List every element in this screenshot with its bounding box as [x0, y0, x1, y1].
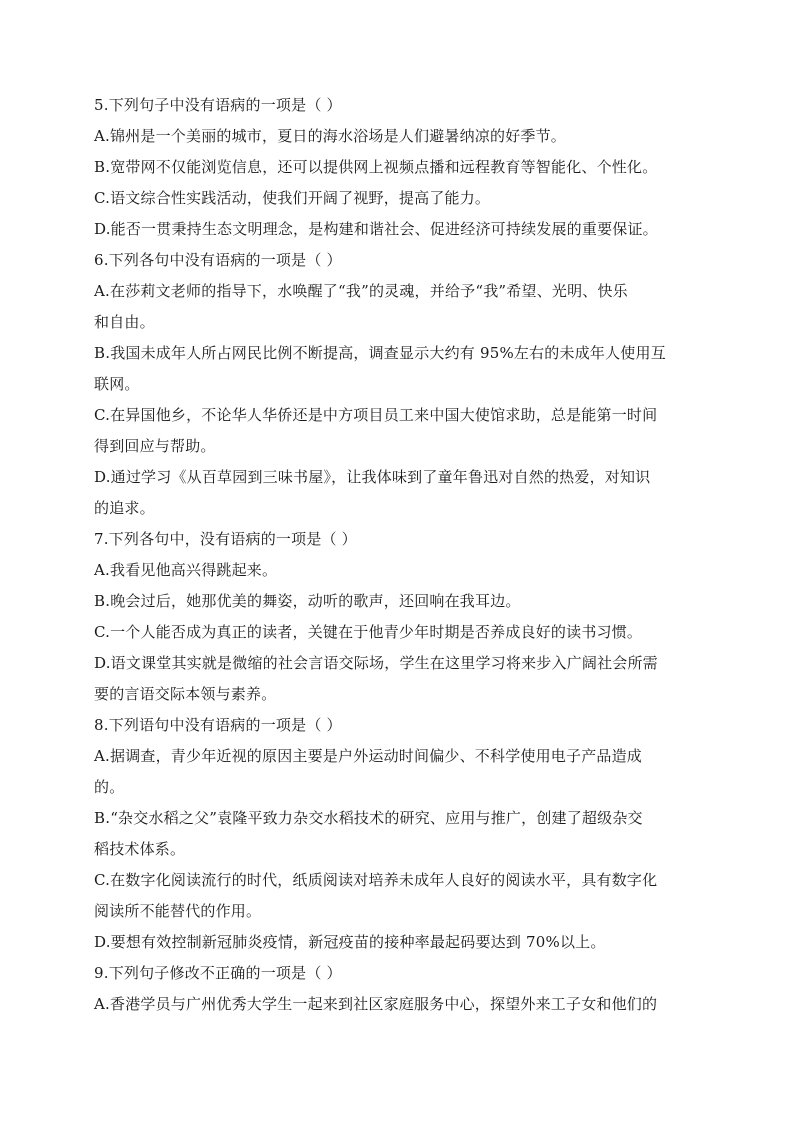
- document-body: [94, 90, 696, 1020]
- question-6-option-d-cont: 的追求。: [94, 499, 155, 517]
- question-5-option-c: C.语文综合性实践活动，使我们开阔了视野，提高了能力。: [94, 189, 491, 207]
- question-8-option-a-cont: 的。: [94, 778, 125, 796]
- question-6-option-c-cont: 得到回应与帮助。: [94, 437, 216, 455]
- question-9: [94, 958, 696, 1020]
- question-8-option-d: D.要想有效控制新冠肺炎疫情，新冠疫苗的接种率最起码要达到 70%以上。: [94, 933, 606, 951]
- question-6-stem: 6.下列各句中没有语病的一项是（ ）: [94, 251, 342, 269]
- question-9-option-a: A.香港学员与广州优秀大学生一起来到社区家庭服务中心，探望外来工子女和他们的: [94, 995, 658, 1013]
- question-6-option-a-cont: 和自由。: [94, 313, 155, 331]
- question-7-option-c: C.一个人能否成为真正的读者，关键在于他青少年时期是否养成良好的读书习惯。: [94, 623, 643, 641]
- question-7-option-a: A.我看见他高兴得跳起来。: [94, 561, 278, 579]
- question-6-option-b-cont: 联网。: [94, 375, 140, 393]
- question-5-option-a: A.锦州是一个美丽的城市，夏日的海水浴场是人们避暑纳凉的好季节。: [94, 127, 567, 145]
- question-8-option-c-cont: 阅读所不能替代的作用。: [94, 902, 262, 920]
- question-5-option-d: D.能否一贯秉持生态文明理念，是构建和谐社会、促进经济可持续发展的重要保证。: [94, 220, 658, 238]
- question-7-option-d: D.语文课堂其实就是微缩的社会言语交际场，学生在这里学习将来步入广阔社会所需: [94, 654, 658, 672]
- question-5-option-b: B.宽带网不仅能浏览信息，还可以提供网上视频点播和远程教育等智能化、个性化。: [94, 158, 658, 176]
- question-7-option-d-cont: 要的言语交际本领与素养。: [94, 685, 277, 703]
- question-8-option-b-cont: 稻技术体系。: [94, 840, 186, 858]
- question-6-option-d: D.通过学习《从百草园到三味书屋》，让我体味到了童年鲁迅对自然的热爱，对知识: [94, 468, 651, 486]
- question-7: [94, 524, 696, 710]
- question-6-option-a: A.在莎莉文老师的指导下，水唤醒了“我”的灵魂，并给予“我”希望、光明、快乐: [94, 282, 628, 300]
- question-7-stem: 7.下列各句中，没有语病的一项是（ ）: [94, 530, 357, 548]
- question-9-stem: 9.下列句子修改不正确的一项是（ ）: [94, 964, 342, 982]
- question-7-option-b: B.晚会过后，她那优美的舞姿，动听的歌声，还回响在我耳边。: [94, 592, 521, 610]
- question-6: [94, 245, 696, 524]
- question-5: [94, 90, 696, 245]
- question-6-option-c: C.在异国他乡，不论华人华侨还是中方项目员工来中国大使馆求助，总是能第一时间: [94, 406, 658, 424]
- question-5-stem: 5.下列句子中没有语病的一项是（ ）: [94, 96, 342, 114]
- question-8-option-a: A.据调查，青少年近视的原因主要是户外运动时间偏少、不科学使用电子产品造成: [94, 747, 643, 765]
- question-8-stem: 8.下列语句中没有语病的一项是（ ）: [94, 716, 342, 734]
- question-6-option-b: B.我国未成年人所占网民比例不断提高，调查显示大约有 95%左右的未成年人使用互: [94, 344, 666, 362]
- question-8-option-c: C.在数字化阅读流行的时代，纸质阅读对培养未成年人良好的阅读水平，具有数字化: [94, 871, 658, 889]
- question-8: [94, 710, 696, 958]
- question-8-option-b: B.“杂交水稻之父”袁隆平致力杂交水稻技术的研究、应用与推广，创建了超级杂交: [94, 809, 643, 827]
